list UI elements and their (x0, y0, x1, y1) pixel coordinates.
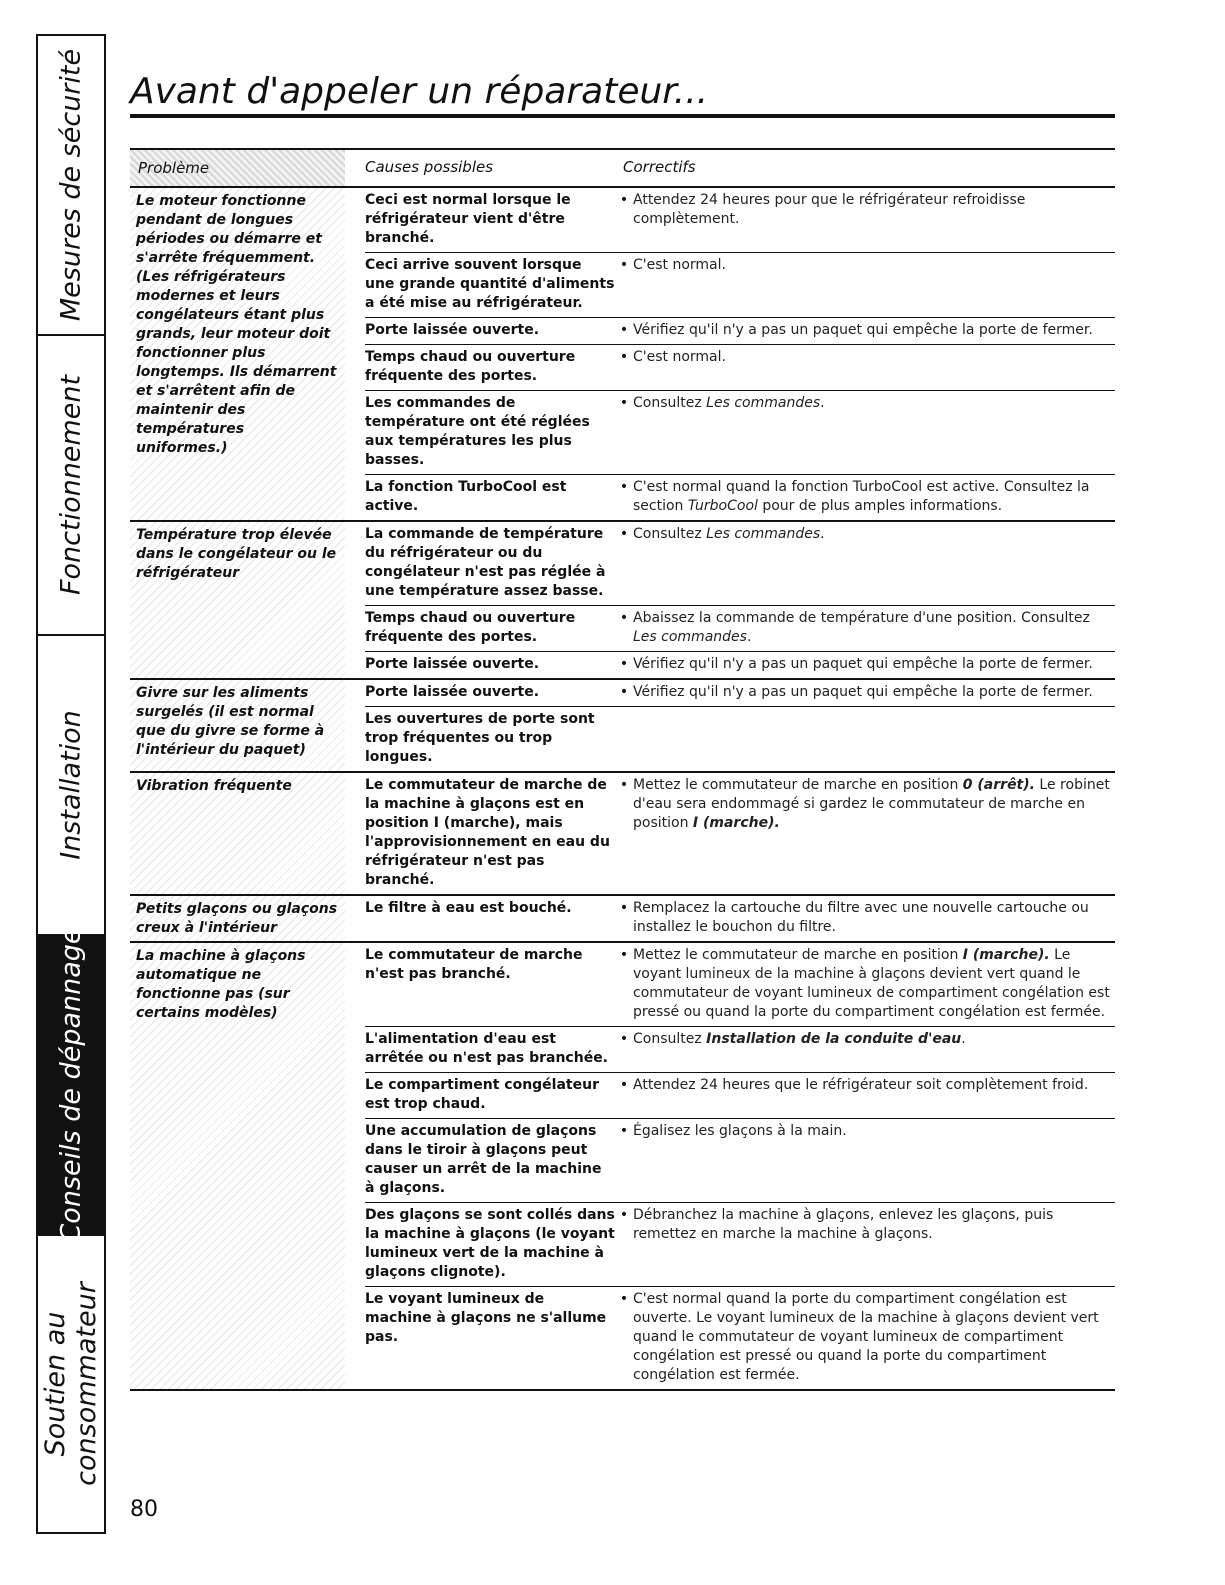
fix-segment: Mettez le commutateur de marche en position (633, 777, 963, 793)
header-problem: Problème (130, 150, 345, 186)
bullet-icon: • (619, 656, 629, 672)
fix-text (633, 1030, 1115, 1068)
table-row (365, 475, 1115, 520)
fix-text (633, 609, 1115, 647)
fix-cell (615, 683, 1115, 702)
bullet-icon: • (619, 395, 629, 411)
table-row (365, 188, 1115, 253)
fix-cell (615, 256, 1115, 313)
fix-segment: Remplacez la cartouche du filtre avec une nouvelle cartouche ou installez le bouchon du filtre. (633, 900, 1089, 935)
problem-group (130, 943, 1115, 1391)
fix-segment: . (961, 1031, 966, 1047)
fix-segment: pour de plus amples informations. (757, 498, 1003, 514)
fix-segment: Consultez (633, 1031, 707, 1047)
problem-text: Vibration fréquente (130, 773, 345, 894)
fix-segment: Vérifiez qu'il n'y a pas un paquet qui empêche la porte de fermer. (633, 656, 1093, 672)
fix-text (633, 321, 1115, 340)
fix-text (633, 1122, 1115, 1198)
fix-text (633, 776, 1115, 890)
fix-segment: C'est normal quand la porte du compartiment congélation est ouverte. Le voyant lumineux de la machine à glaçons devient vert quand le commutateur de voyant lumineux de compartiment congélation est pressé ou quand la porte du compartiment congélation est fermée. (633, 1291, 1099, 1383)
fix-text (633, 1076, 1115, 1114)
cause-cell: Ceci est normal lorsque le réfrigérateur vient d'être branché. (365, 192, 571, 246)
fix-cell (615, 348, 1115, 386)
fix-text (633, 525, 1115, 601)
page-title: Avant d'appeler un réparateur... (130, 71, 709, 112)
fix-text (633, 478, 1115, 516)
table-row (365, 1287, 1115, 1389)
table-body (130, 188, 1115, 1391)
bullet-icon: • (619, 947, 629, 963)
table-row (365, 652, 1115, 678)
fix-segment: Le robinet d'eau sera endommagé si gardez le commutateur de marche en position (633, 777, 1110, 831)
cause-cell: Le filtre à eau est bouché. (365, 900, 572, 916)
fix-segment: C'est normal. (633, 257, 726, 273)
problem-text: Température trop élevée dans le congélateur ou le réfrigérateur (130, 522, 345, 678)
cause-cell: Une accumulation de glaçons dans le tiroir à glaçons peut causer un arrêt de la machine à glaçons. (365, 1123, 602, 1196)
tab-label: consommateur (71, 1282, 102, 1486)
header-fixes: Correctifs (623, 158, 696, 176)
fix-segment: Débranchez la machine à glaçons, enlevez les glaçons, puis remettez en marche la machine à glaçons. (633, 1207, 1054, 1242)
fix-segment: Attendez 24 heures pour que le réfrigérateur refroidisse complètement. (633, 192, 1026, 227)
fix-segment: Consultez (633, 395, 707, 411)
problem-group (130, 680, 1115, 773)
bullet-icon: • (619, 192, 629, 208)
table-header (130, 148, 1115, 188)
tab-label: Fonctionnement (55, 374, 87, 596)
table-row (365, 253, 1115, 318)
table-row (365, 1027, 1115, 1073)
table-row (365, 318, 1115, 345)
fix-cell (615, 1122, 1115, 1198)
fix-segment: C'est normal quand la fonction TurboCool est active. Consultez la section (633, 479, 1090, 514)
header-causes: Causes possibles (365, 158, 494, 176)
cause-cell: Les ouvertures de porte sont trop fréquentes ou trop longues. (365, 711, 595, 765)
fix-segment: C'est normal. (633, 349, 726, 365)
problem-text: Givre sur les aliments surgelés (il est normal que du givre se forme à l'intérieur du paquet) (130, 680, 345, 771)
fix-cell (615, 1206, 1115, 1282)
tab-label: Soutien au (40, 1311, 71, 1457)
fix-cell (615, 710, 1115, 767)
fix-segment: Abaissez la commande de température d'une position. Consultez (633, 610, 1090, 626)
fix-segment: Vérifiez qu'il n'y a pas un paquet qui empêche la porte de fermer. (633, 322, 1093, 338)
table-row (365, 1073, 1115, 1119)
tab-mesures-de-securite[interactable] (38, 36, 104, 336)
tab-soutien-au-consommateur[interactable] (38, 1236, 104, 1532)
fix-emphasis: I (marche). (962, 947, 1050, 963)
fix-cell (615, 899, 1115, 937)
fix-cell (615, 191, 1115, 248)
fix-text (633, 256, 1115, 313)
fix-segment: Mettez le commutateur de marche en position (633, 947, 963, 963)
fix-text (633, 191, 1115, 248)
fix-emphasis: Les commandes (706, 395, 821, 411)
bullet-icon: • (619, 900, 629, 916)
tab-conseils-de-depannage[interactable] (38, 927, 104, 1243)
table-row (365, 606, 1115, 652)
fix-cell (615, 1030, 1115, 1068)
bullet-icon: • (619, 1077, 629, 1093)
bullet-icon: • (619, 684, 629, 700)
bullet-icon: • (619, 257, 629, 273)
cause-cell: L'alimentation d'eau est arrêtée ou n'est pas branchée. (365, 1031, 609, 1066)
cause-cell: Le compartiment congélateur est trop chaud. (365, 1077, 599, 1112)
fix-cell (615, 609, 1115, 647)
cause-cell: Porte laissée ouverte. (365, 322, 540, 338)
fix-segment: Le voyant lumineux de la machine à glaçons devient vert quand le commutateur de voyant lumineux de compartiment congélation est pressé ou quand la porte du compartiment congélation est fermée. (633, 947, 1110, 1020)
fix-segment: . (820, 526, 825, 542)
tab-label: Mesures de sécurité (55, 48, 87, 322)
fix-cell (615, 946, 1115, 1022)
fix-text (633, 1290, 1115, 1385)
cause-cell: Le commutateur de marche n'est pas branché. (365, 947, 583, 982)
problem-group (130, 773, 1115, 896)
fix-text (633, 946, 1115, 1022)
tab-fonctionnement[interactable] (38, 336, 104, 636)
table-row (365, 1119, 1115, 1203)
cause-cell: Temps chaud ou ouverture fréquente des portes. (365, 610, 576, 645)
page-number: 80 (130, 1497, 158, 1522)
table-row (365, 707, 1115, 771)
problem-group (130, 522, 1115, 680)
cause-cell: La fonction TurboCool est active. (365, 479, 567, 514)
bullet-icon: • (619, 1207, 629, 1223)
section-tabs (36, 34, 106, 1534)
fix-cell (615, 1290, 1115, 1385)
fix-cell (615, 478, 1115, 516)
bullet-icon: • (619, 1031, 629, 1047)
fix-emphasis: Les commandes (633, 629, 747, 645)
bullet-icon: • (619, 777, 629, 793)
fix-emphasis: Les commandes (706, 526, 821, 542)
bullet-icon: • (619, 1123, 629, 1139)
fix-cell (615, 525, 1115, 601)
bullet-icon: • (619, 479, 629, 495)
fix-cell (615, 321, 1115, 340)
problem-group (130, 896, 1115, 943)
bullet-icon: • (619, 349, 629, 365)
table-row (365, 391, 1115, 475)
cause-cell: Le commutateur de marche de la machine à glaçons est en position I (marche), mais l'approvisionnement en eau du réfrigérateur n'est pas branché. (365, 777, 610, 888)
fix-segment: Vérifiez qu'il n'y a pas un paquet qui empêche la porte de fermer. (633, 684, 1093, 700)
fix-text (633, 1206, 1115, 1282)
problem-group (130, 188, 1115, 522)
fix-cell (615, 1076, 1115, 1114)
title-divider (130, 114, 1115, 118)
problem-text: Le moteur fonctionne pendant de longues périodes ou démarre et s'arrête fréquemment. (Les réfrigérateurs modernes et leurs congélateurs étant plus grands, leur moteur doit fonctionner plus longtemps. Ils démarrent et s'arrêtent afin de maintenir des températures uniformes.) (130, 188, 345, 520)
fix-segment: Consultez (633, 526, 707, 542)
fix-emphasis: 0 (arrêt). (962, 777, 1035, 793)
cause-cell: Porte laissée ouverte. (365, 684, 540, 700)
table-row (365, 943, 1115, 1027)
table-row (365, 896, 1115, 941)
fix-segment: Égalisez les glaçons à la main. (633, 1123, 847, 1139)
fix-text (633, 394, 1115, 470)
tab-label: Conseils de dépannage (55, 927, 87, 1243)
fix-text (633, 655, 1115, 674)
fix-segment: . (820, 395, 825, 411)
bullet-icon: • (619, 1291, 629, 1307)
table-row (365, 1203, 1115, 1287)
tab-installation[interactable] (38, 636, 104, 936)
fix-text (633, 348, 1115, 386)
troubleshooting-table (130, 148, 1115, 1391)
fix-emphasis: Installation de la conduite d'eau (706, 1031, 962, 1047)
fix-cell (615, 394, 1115, 470)
fix-cell (615, 655, 1115, 674)
fix-cell (615, 776, 1115, 890)
cause-cell: Les commandes de température ont été réglées aux températures les plus basses. (365, 395, 590, 468)
fix-segment: . (746, 629, 752, 645)
cause-cell: Ceci arrive souvent lorsque une grande quantité d'aliments a été mise au réfrigérateur. (365, 257, 615, 311)
cause-cell: Le voyant lumineux de machine à glaçons ne s'allume pas. (365, 1291, 607, 1345)
cause-cell: La commande de température du réfrigérateur ou du congélateur n'est pas réglée à une température assez basse. (365, 526, 606, 599)
bullet-icon: • (619, 526, 629, 542)
problem-text: Petits glaçons ou glaçons creux à l'intérieur (130, 896, 345, 941)
table-row (365, 522, 1115, 606)
cause-cell: Temps chaud ou ouverture fréquente des portes. (365, 349, 576, 384)
tab-label: Installation (55, 710, 87, 860)
fix-emphasis: I (marche). (692, 815, 780, 831)
bullet-icon: • (619, 610, 629, 626)
table-row (365, 680, 1115, 707)
fix-text (633, 899, 1115, 937)
bullet-icon: • (619, 322, 629, 338)
fix-segment: Attendez 24 heures que le réfrigérateur soit complètement froid. (633, 1077, 1089, 1093)
cause-cell: Porte laissée ouverte. (365, 656, 540, 672)
table-row (365, 773, 1115, 894)
cause-cell: Des glaçons se sont collés dans la machine à glaçons (le voyant lumineux vert de la machine à glaçons clignote). (365, 1207, 615, 1280)
table-row (365, 345, 1115, 391)
problem-text: La machine à glaçons automatique ne fonctionne pas (sur certains modèles) (130, 943, 345, 1389)
fix-emphasis: TurboCool (687, 498, 758, 514)
fix-text (633, 683, 1115, 702)
